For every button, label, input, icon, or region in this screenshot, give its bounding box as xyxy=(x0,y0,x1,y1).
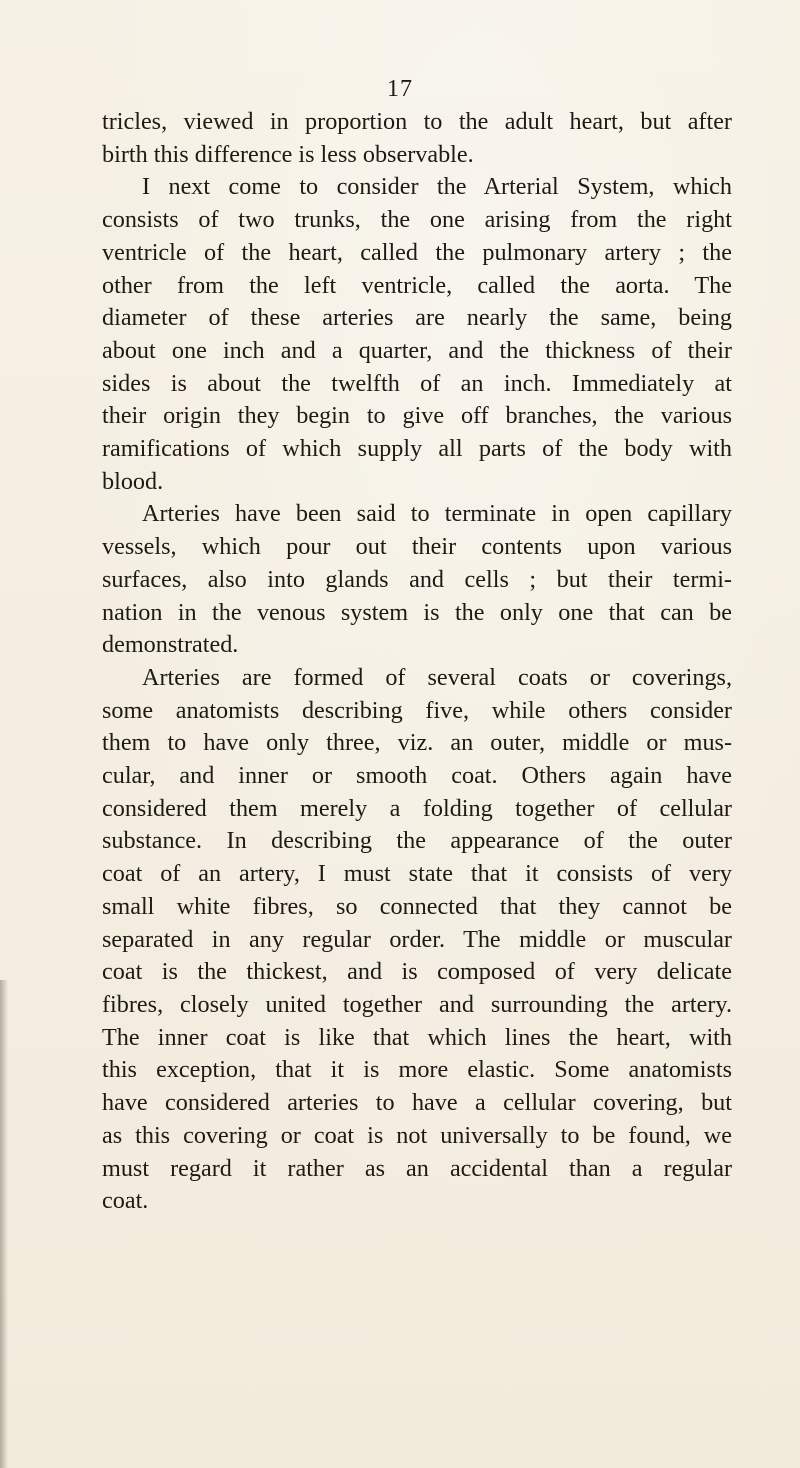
text-line: about one inch and a quarter, and the thickness of their xyxy=(102,336,732,364)
text-line: demonstrated. xyxy=(102,631,239,659)
body-text xyxy=(102,106,732,1218)
text-line: tricles, viewed in proportion to the adult heart, but after xyxy=(102,108,732,135)
text-line: cular, and inner or smooth coat. Others again have xyxy=(102,762,732,790)
text-line: coat. xyxy=(102,1187,149,1215)
text-line: The inner coat is like that which lines the heart, with xyxy=(102,1023,732,1051)
text-line: as this covering or coat is not universally to be found, we xyxy=(102,1121,732,1149)
text-line: fibres, closely united together and surrounding the artery. xyxy=(102,990,732,1018)
text-line: their origin they begin to give off branches, the various xyxy=(102,402,732,430)
text-line: consists of two trunks, the one arising from the right xyxy=(102,206,732,234)
text-line: nation in the venous system is the only one that can be xyxy=(102,598,732,626)
text-line: separated in any regular order. The middle or muscular xyxy=(102,925,732,953)
text-line: other from the left ventricle, called the aorta. The xyxy=(102,271,732,299)
text-line: must regard it rather as an accidental than a regular xyxy=(102,1154,732,1182)
text-line: small white fibres, so connected that they cannot be xyxy=(102,892,732,920)
text-line: ventricle of the heart, called the pulmonary artery ; the xyxy=(102,238,732,266)
text-line: Arteries are formed of several coats or coverings, xyxy=(142,663,732,691)
text-line: diameter of these arteries are nearly the same, being xyxy=(102,304,732,332)
text-line: Arteries have been said to terminate in open capillary xyxy=(142,500,732,528)
text-line: this exception, that it is more elastic. Some anatomists xyxy=(102,1056,732,1084)
text-line: considered them merely a folding together of cellular xyxy=(102,794,732,822)
page-number: 17 xyxy=(387,76,413,102)
text-line: blood. xyxy=(102,467,164,495)
text-line: sides is about the twelfth of an inch. Immediately at xyxy=(102,369,732,397)
text-line: I next come to consider the Arterial System, which xyxy=(142,173,732,201)
text-line: coat of an artery, I must state that it consists of very xyxy=(102,860,732,888)
text-line: birth this difference is less observable. xyxy=(102,140,474,168)
text-line: vessels, which pour out their contents upon various xyxy=(102,533,732,561)
page-edge-shadow xyxy=(0,980,8,1468)
text-line: some anatomists describing five, while others consider xyxy=(102,696,732,724)
text-line: ramifications of which supply all parts of the body with xyxy=(102,435,732,463)
text-line: substance. In describing the appearance of the outer xyxy=(102,827,732,855)
text-line: them to have only three, viz. an outer, middle or mus- xyxy=(102,729,732,757)
text-line: surfaces, also into glands and cells ; but their termi- xyxy=(102,565,732,593)
text-line: coat is the thickest, and is composed of very delicate xyxy=(102,958,732,986)
text-line: have considered arteries to have a cellular covering, but xyxy=(102,1089,732,1117)
